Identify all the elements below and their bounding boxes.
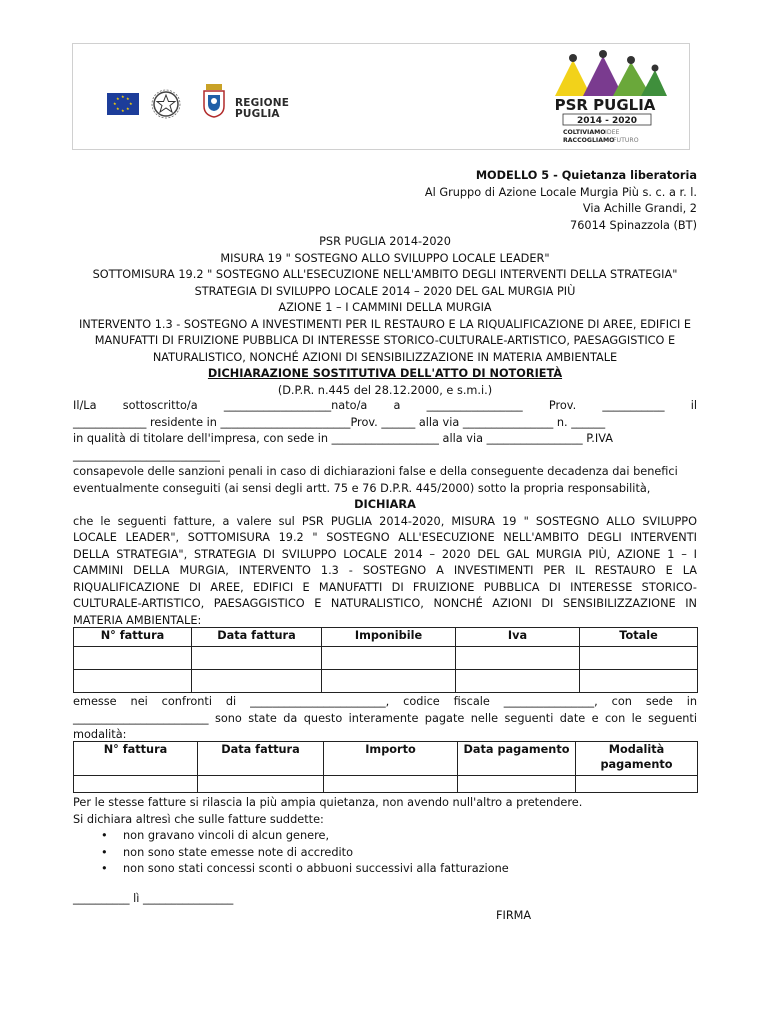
table-row <box>74 776 698 793</box>
list-item: • non gravano vincoli di alcun genere, <box>73 828 697 845</box>
column-header: Modalità pagamento <box>576 742 698 776</box>
psr-logo-slogan-1b: IDEE <box>605 129 620 136</box>
recipient-line-3: 76014 Spinazzola (BT) <box>570 218 697 232</box>
table-row <box>74 670 698 693</box>
invoice-statement-line: LOCALE LEADER", SOTTOMISURA 19.2 " SOSTEGNO ALL'ESECUZIONE NELL'AMBITO DEGLI INTERVENTI <box>73 531 697 544</box>
awareness-line-2: eventualmente conseguiti (ai sensi degli artt. 75 e 76 D.P.R. 445/2000) sotto la propria responsabilità, <box>73 481 651 495</box>
column-header: Importo <box>324 742 458 776</box>
quietanza-line: Per le stesse fatture si rilascia la più ampia quietanza, non avendo null'altro a pretendere. <box>73 796 583 809</box>
list-item: • non sono stati concessi sconti o abbuoni successivi alla fatturazione <box>73 861 697 878</box>
table-cell[interactable] <box>74 776 198 793</box>
payment-line-1: emesse nei confronti di ________________________, codice fiscale ________________, con sede in <box>73 695 697 708</box>
psr-logo-years: 2014 - 2020 <box>576 116 638 126</box>
bullet-icon: • <box>101 829 108 842</box>
psr-logo-slogan-2a: RACCOGLIAMO <box>563 137 615 144</box>
column-header: N° fattura <box>74 742 198 776</box>
column-header: Iva <box>456 628 580 647</box>
table-cell[interactable] <box>324 776 458 793</box>
column-header: Data pagamento <box>458 742 576 776</box>
invoice-statement-line: CAMMINI DELLA MURGIA, INTERVENTO 1.3 - SOSTEGNO A INVESTIMENTI PER IL RESTAURO E LA <box>73 564 697 577</box>
payment-statement <box>73 694 697 744</box>
psr-logo-title: PSR PUGLIA <box>554 96 656 114</box>
table-cell[interactable] <box>322 670 456 693</box>
eu-flag-logo: ★ ★ ★ ★ ★ ★ ★ ★ <box>107 93 139 115</box>
heading-line: INTERVENTO 1.3 - SOSTEGNO A INVESTIMENTI PER IL RESTAURO E LA RIQUALIFICAZIONE DI AREE, EDIFICI E <box>78 317 692 331</box>
heading-line: AZIONE 1 – I CAMMINI DELLA MURGIA <box>278 301 492 314</box>
declaration-title: DICHIARAZIONE SOSTITUTIVA DELL'ATTO DI NOTORIETÀ <box>207 367 563 380</box>
regione-puglia-shield-logo <box>203 84 225 118</box>
column-header: N° fattura <box>74 628 192 647</box>
heading-line: MANUFATTI DI FRUIZIONE PUBBLICA DI INTERESSE STORICO-CULTURALE-ARTISTICO, PAESAGGISTICO E <box>94 334 676 347</box>
invoices-table <box>73 627 698 693</box>
recipient-line-2: Via Achille Grandi, 2 <box>582 202 697 215</box>
awareness-line-1: consapevole delle sanzioni penali in caso di dichiarazioni false e della conseguente decadenza dai benefici <box>73 465 678 478</box>
italian-republic-emblem-logo <box>151 89 181 119</box>
closing-section <box>73 795 697 878</box>
payments-table <box>73 741 698 793</box>
table-cell[interactable] <box>74 647 192 670</box>
table-cell[interactable] <box>322 647 456 670</box>
logo-header <box>72 43 690 150</box>
table-header-row <box>74 742 698 776</box>
table-header-row <box>74 628 698 647</box>
legal-reference: (D.P.R. n.445 del 28.12.2000, e s.m.i.) <box>277 383 493 397</box>
table-cell[interactable] <box>74 670 192 693</box>
signature-label: FIRMA <box>496 909 532 922</box>
table-cell[interactable] <box>198 776 324 793</box>
table-cell[interactable] <box>580 647 698 670</box>
heading-line: MISURA 19 " SOSTEGNO ALLO SVILUPPO LOCALE LEADER" <box>220 251 550 265</box>
heading-line: PSR PUGLIA 2014-2020 <box>319 235 451 248</box>
regione-puglia-label: REGIONE PUGLIA <box>235 97 290 120</box>
table-cell[interactable] <box>192 670 322 693</box>
column-header: Data fattura <box>198 742 324 776</box>
model-title: MODELLO 5 - Quietanza liberatoria <box>475 169 697 182</box>
column-header: Totale <box>580 628 698 647</box>
recipient-block <box>425 168 697 234</box>
column-header: Imponibile <box>322 628 456 647</box>
invoice-statement-line: DELLA STRATEGIA", STRATEGIA DI SVILUPPO LOCALE 2014 – 2020 DEL GAL MURGIA PIÙ, AZIONE 1 – I <box>73 547 697 561</box>
further-declaration-line: Si dichiara altresì che sulle fatture suddette: <box>73 812 324 826</box>
column-header: Data fattura <box>192 628 322 647</box>
invoice-statement-line: RIQUALIFICAZIONE DI AREE, EDIFICI E MANUFATTI DI FRUIZIONE PUBBLICA DI INTERESSE STORICO- <box>73 580 697 594</box>
table-cell[interactable] <box>458 776 576 793</box>
psr-logo-slogan-2b: FUTURO <box>613 137 639 144</box>
declaration-body <box>73 398 697 629</box>
invoice-statement-line: MATERIA AMBIENTALE: <box>73 613 202 627</box>
table-row <box>74 647 698 670</box>
declarant-line-3: in qualità di titolare dell'impresa, con sede in ___________________ alla via _________________ P.IVA <box>73 432 613 445</box>
declarant-line-2: _____________ residente in _______________________Prov. ______ alla via ________________ n. ______ <box>73 415 606 429</box>
declarant-line-4: __________________________ <box>73 448 220 462</box>
table-cell[interactable] <box>580 670 698 693</box>
table-cell[interactable] <box>456 647 580 670</box>
bullet-icon: • <box>101 845 108 859</box>
recipient-line-1: Al Gruppo di Azione Locale Murgia Più s. c. a r. l. <box>424 185 697 199</box>
heading-line: NATURALISTICO, NONCHÉ AZIONI DI SENSIBILIZZAZIONE IN MATERIA AMBIENTALE <box>152 350 618 364</box>
heading-line: SOTTOMISURA 19.2 " SOSTEGNO ALL'ESECUZIONE NELL'AMBITO DEGLI INTERVENTI DELLA STRATEGIA" <box>92 268 678 281</box>
invoice-statement-line: che le seguenti fatture, a valere sul PSR PUGLIA 2014-2020, MISURA 19 " SOSTEGNO ALLO SVILUPPO <box>73 514 697 528</box>
invoice-statement-line: CULTURALE-ARTISTICO, PAESAGGISTICO E NATURALISTICO, NONCHÉ AZIONI DI SENSIBILIZZAZIONE IN <box>73 597 697 610</box>
bullet-icon: • <box>101 862 108 875</box>
table-cell[interactable] <box>576 776 698 793</box>
list-item: • non sono state emesse note di accredito <box>73 845 697 862</box>
table-cell[interactable] <box>456 670 580 693</box>
psr-logo-slogan-1a: COLTIVIAMO <box>563 129 606 136</box>
psr-puglia-logo <box>543 48 673 146</box>
dichiara-heading: DICHIARA <box>354 498 416 511</box>
payment-line-2: ________________________ sono state da questo interamente pagate nelle seguenti date e con le seguenti <box>73 711 697 725</box>
payment-line-3: modalità: <box>73 728 127 741</box>
heading-line: STRATEGIA DI SVILUPPO LOCALE 2014 – 2020 DEL GAL MURGIA PIÙ <box>194 284 576 298</box>
declarant-line-1: Il/La sottoscritto/a ___________________nato/a a _________________ Prov. ___________ il <box>73 399 697 412</box>
program-heading <box>73 234 697 399</box>
place-date-line: __________ lì ________________ <box>73 892 234 905</box>
table-cell[interactable] <box>192 647 322 670</box>
